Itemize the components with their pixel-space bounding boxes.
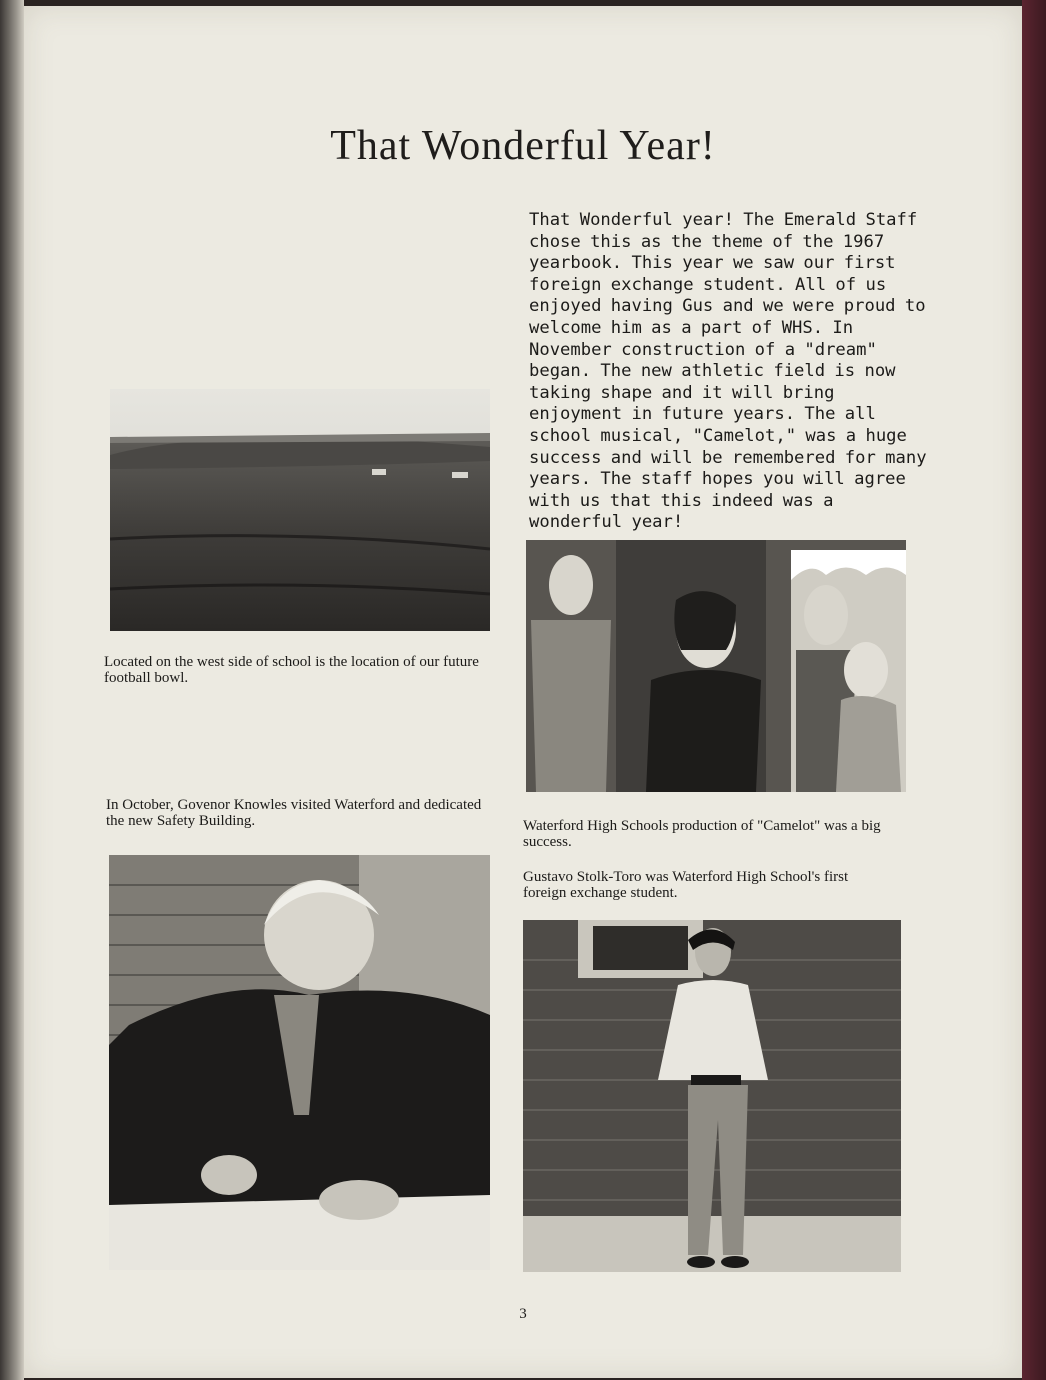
football-field-photo bbox=[110, 389, 490, 631]
page-title: That Wonderful Year! bbox=[330, 123, 716, 169]
governor-signing-photo bbox=[109, 855, 490, 1270]
intro-paragraph: That Wonderful year! The Emerald Staff chose this as the theme of the 1967 yearbook. This year we saw our first foreign exchange student. All of us enjoyed having Gus and we were proud to welcome him as a part of WHS. In November construction of a "dream" began. The new athletic field is now taking shape and it will bring enjoyment in future years. The all school musical, "Camelot," was a huge success and will be remembered for many years. The staff hopes you will agree with us that this indeed was a wonderful year! bbox=[529, 210, 927, 533]
football-bowl-caption: Located on the west side of school is the location of our future football bowl. bbox=[104, 654, 479, 686]
page-number: 3 bbox=[519, 1306, 527, 1322]
governor-caption: In October, Govenor Knowles visited Waterford and dedicated the new Safety Building. bbox=[106, 797, 482, 829]
camelot-caption: Waterford High Schools production of "Camelot" was a big success. bbox=[523, 818, 881, 850]
book-binding bbox=[0, 0, 24, 1380]
exchange-student-caption: Gustavo Stolk-Toro was Waterford High School's first foreign exchange student. bbox=[523, 869, 849, 901]
camelot-photo bbox=[526, 540, 906, 792]
exchange-student-photo bbox=[523, 920, 901, 1272]
book-cover-edge bbox=[1022, 0, 1046, 1380]
